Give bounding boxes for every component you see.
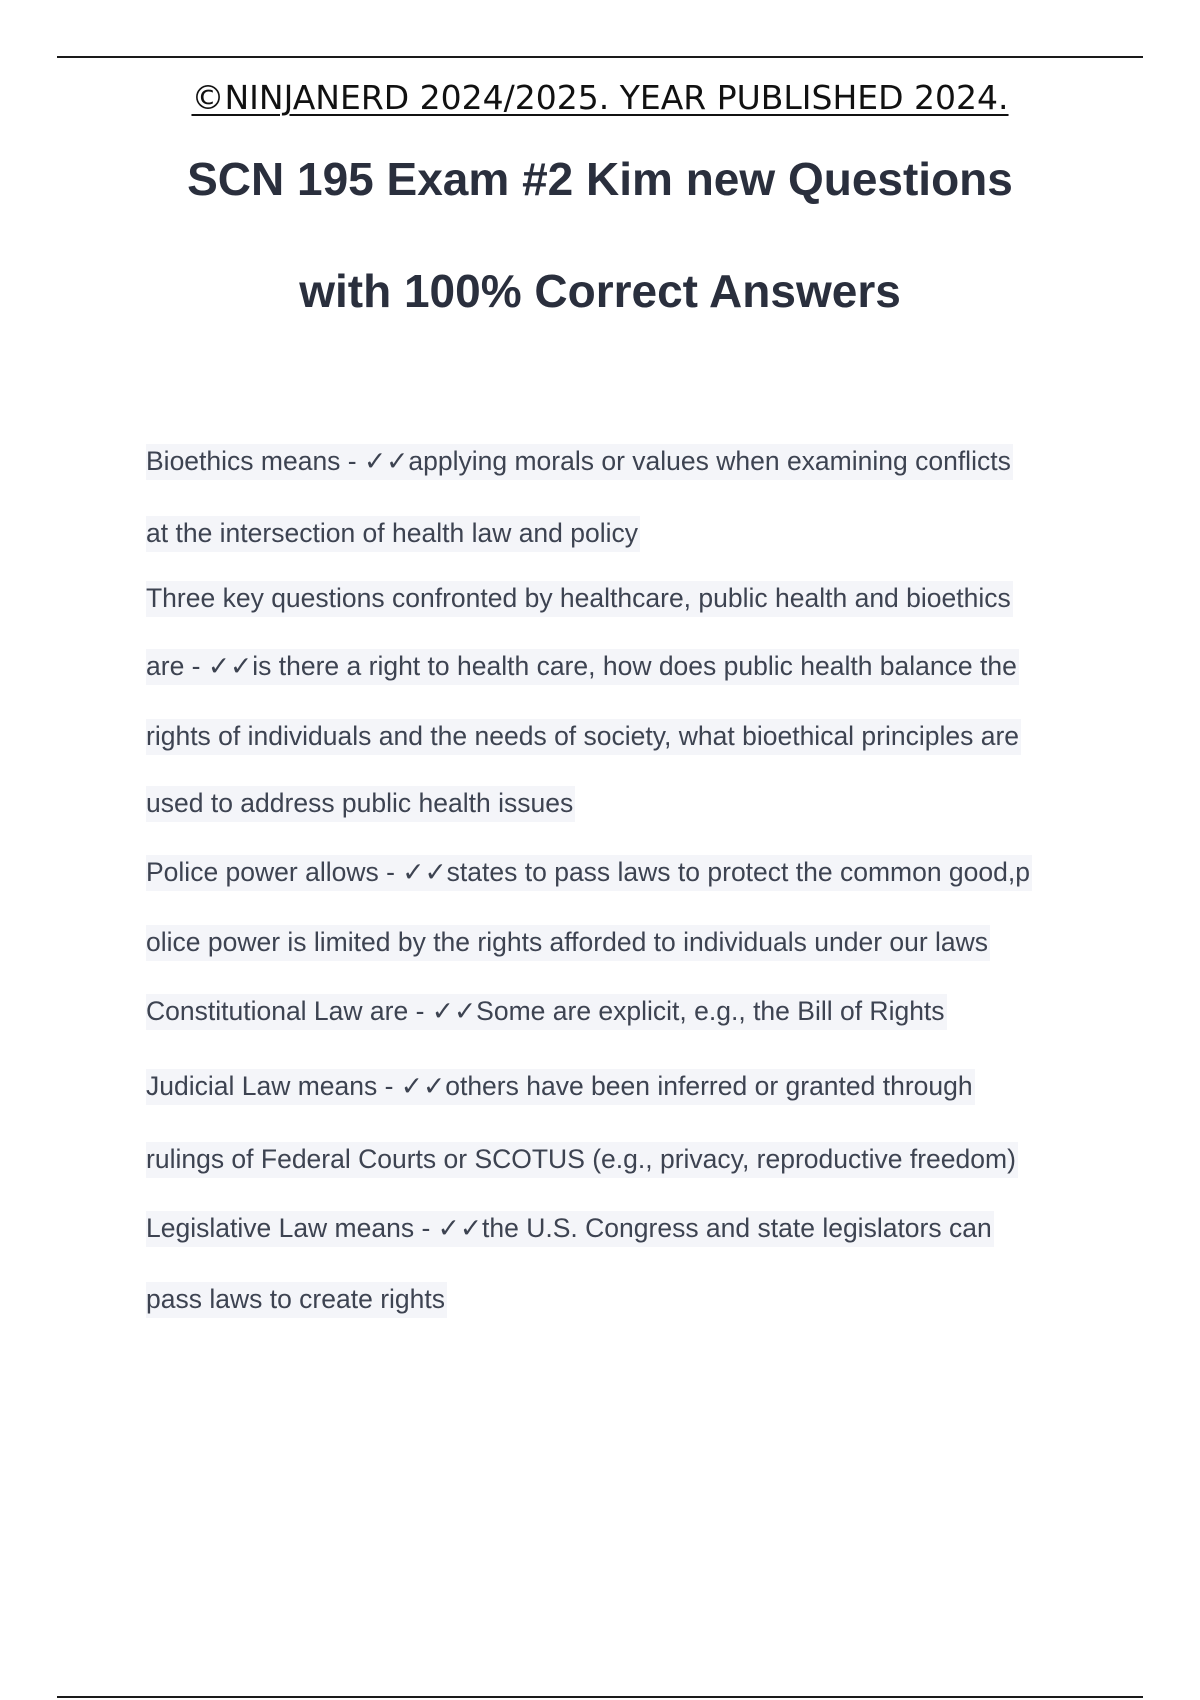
qa-text: Legislative Law means - ✓✓the U.S. Congress and state legislators can [146,1211,994,1247]
qa-line [146,788,575,819]
top-rule [57,56,1143,58]
qa-text: at the intersection of health law and policy [146,516,640,552]
qa-text: are - ✓✓is there a right to health care, how does public health balance the [146,649,1019,685]
bottom-rule [57,1696,1143,1698]
qa-line [146,446,1013,477]
copyright-header [0,78,1200,117]
qa-text: rights of individuals and the needs of society, what bioethical principles are [146,719,1021,755]
qa-text: Judicial Law means - ✓✓others have been inferred or granted through [146,1069,975,1105]
qa-line [146,721,1021,752]
qa-text: Police power allows - ✓✓states to pass laws to protect the common good,p [146,855,1032,891]
qa-text: Constitutional Law are - ✓✓Some are explicit, e.g., the Bill of Rights [146,994,947,1030]
qa-line [146,857,1032,888]
qa-line [146,927,990,958]
qa-line [146,518,640,549]
copyright-text: ©NINJANERD 2024/2025. YEAR PUBLISHED 2024. [191,78,1009,117]
qa-line [146,583,1013,614]
qa-line [146,996,947,1027]
qa-text: pass laws to create rights [146,1282,447,1318]
qa-line [146,1213,994,1244]
qa-text: used to address public health issues [146,786,575,822]
qa-line [146,1284,447,1315]
qa-line [146,1144,1018,1175]
qa-text: Three key questions confronted by healthcare, public health and bioethics [146,581,1013,617]
qa-line [146,1071,975,1102]
qa-text: olice power is limited by the rights afforded to individuals under our laws [146,925,990,961]
qa-text: rulings of Federal Courts or SCOTUS (e.g., privacy, reproductive freedom) [146,1142,1018,1178]
document-title-line-2: with 100% Correct Answers [299,265,901,317]
qa-text: Bioethics means - ✓✓applying morals or values when examining conflicts [146,444,1013,480]
qa-line [146,651,1019,682]
document-title-line-1: SCN 195 Exam #2 Kim new Questions [187,153,1013,205]
